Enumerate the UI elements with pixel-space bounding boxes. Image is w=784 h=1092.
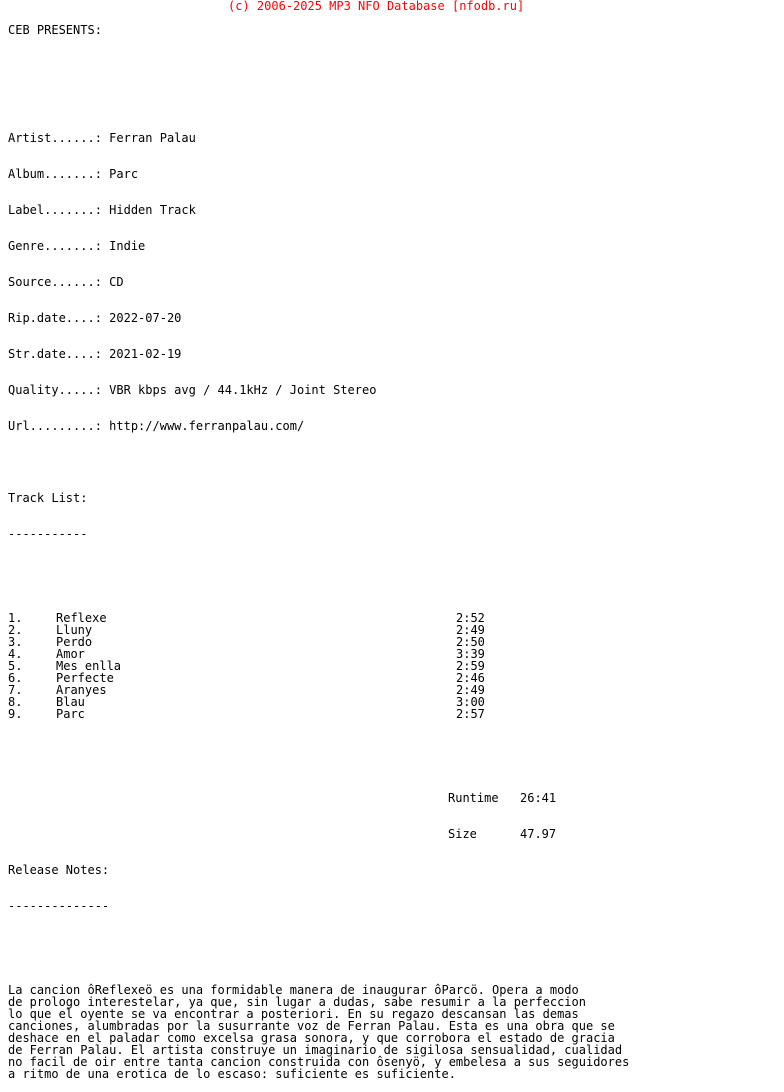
track-row xyxy=(8,624,629,636)
track-duration: 3:39 xyxy=(456,647,485,661)
size-row xyxy=(8,828,629,840)
track-number: 7. xyxy=(8,683,23,697)
release-notes-underline: -------------- xyxy=(8,899,110,913)
track-title: Lluny xyxy=(56,623,93,637)
track-title: Perfecte xyxy=(56,671,114,685)
track-number: 5. xyxy=(8,659,23,673)
track-duration: 3:00 xyxy=(456,695,485,709)
track-duration: 2:59 xyxy=(456,659,485,673)
track-row xyxy=(8,708,629,720)
info-genre: Genre.......: Indie xyxy=(8,239,146,253)
track-duration: 2:50 xyxy=(456,635,485,649)
release-notes-line: no facil de oir entre tanta cancion construida con ôsenyö, y embelesa a sus seguidores xyxy=(8,1055,630,1069)
track-row xyxy=(8,636,629,648)
track-row xyxy=(8,684,629,696)
info-album: Album.......: Parc xyxy=(8,167,139,181)
track-duration: 2:49 xyxy=(456,623,485,637)
nfo-document xyxy=(8,0,629,1092)
track-title: Reflexe xyxy=(56,611,107,625)
track-title: Parc xyxy=(56,707,85,721)
release-notes-line: de Ferran Palau. El artista construye un imaginario de sigilosa sensualidad, cualidad xyxy=(8,1043,623,1057)
runtime-value: 26:41 xyxy=(520,791,557,805)
release-notes-line: a ritmo de una erotica de lo escaso: suficiente es suficiente. xyxy=(8,1067,456,1081)
blank-line xyxy=(8,60,629,72)
info-artist: Artist......: Ferran Palau xyxy=(8,131,196,145)
track-number: 8. xyxy=(8,695,23,709)
track-number: 3. xyxy=(8,635,23,649)
info-str-date: Str.date....: 2021-02-19 xyxy=(8,347,182,361)
release-notes-line: canciones, alumbradas por la susurrante voz de Ferran Palau. Esta es una obra que se xyxy=(8,1019,615,1033)
track-row xyxy=(8,612,629,624)
track-number: 4. xyxy=(8,647,23,661)
track-title: Amor xyxy=(56,647,85,661)
blank-line xyxy=(8,456,629,468)
release-notes-line: de prologo interestelar, ya que, sin lugar a dudas, sabe resumir a la perfeccion xyxy=(8,995,586,1009)
track-duration: 2:57 xyxy=(456,707,485,721)
track-title: Aranyes xyxy=(56,683,107,697)
info-label: Label.......: Hidden Track xyxy=(8,203,196,217)
header-text: CEB PRESENTS: xyxy=(8,23,102,37)
release-notes-line: deshace en el paladar como excelsa grasa sonora, y que corrobora el estado de gracia xyxy=(8,1031,615,1045)
track-duration: 2:46 xyxy=(456,671,485,685)
release-notes-body xyxy=(8,984,629,1080)
track-number: 6. xyxy=(8,671,23,685)
release-notes-line: La cancion ôReflexeö es una formidable manera de inaugurar ôParcö. Opera a modo xyxy=(8,983,579,997)
track-duration: 2:49 xyxy=(456,683,485,697)
tracklist-heading: Track List: xyxy=(8,491,88,505)
track-number: 2. xyxy=(8,623,23,637)
track-number: 1. xyxy=(8,611,23,625)
track-number: 9. xyxy=(8,707,23,721)
blank-line xyxy=(8,564,629,576)
size-label: Size xyxy=(448,827,477,841)
info-quality: Quality.....: VBR kbps avg / 44.1kHz / Joint Stereo xyxy=(8,383,377,397)
release-notes-line: lo que el oyente se va encontrar a posteriori. En su regazo descansan las demas xyxy=(8,1007,579,1021)
track-duration: 2:52 xyxy=(456,611,485,625)
watermark-text: (c) 2006-2025 MP3 NFO Database [nfodb.ru] xyxy=(228,0,525,13)
runtime-label: Runtime xyxy=(448,791,499,805)
tracklist-underline: ----------- xyxy=(8,527,88,541)
track-title: Perdo xyxy=(56,635,93,649)
track-list xyxy=(8,612,629,720)
blank-line xyxy=(8,96,629,108)
release-notes-heading: Release Notes: xyxy=(8,863,110,877)
track-title: Blau xyxy=(56,695,85,709)
blank-line xyxy=(8,756,629,768)
blank-line xyxy=(8,936,629,948)
runtime-row xyxy=(8,792,629,804)
info-rip-date: Rip.date....: 2022-07-20 xyxy=(8,311,182,325)
info-url: Url.........: http://www.ferranpalau.com/ xyxy=(8,419,305,433)
track-row xyxy=(8,696,629,708)
info-source: Source......: CD xyxy=(8,275,124,289)
track-title: Mes enlla xyxy=(56,659,122,673)
size-value: 47.97 xyxy=(520,827,557,841)
